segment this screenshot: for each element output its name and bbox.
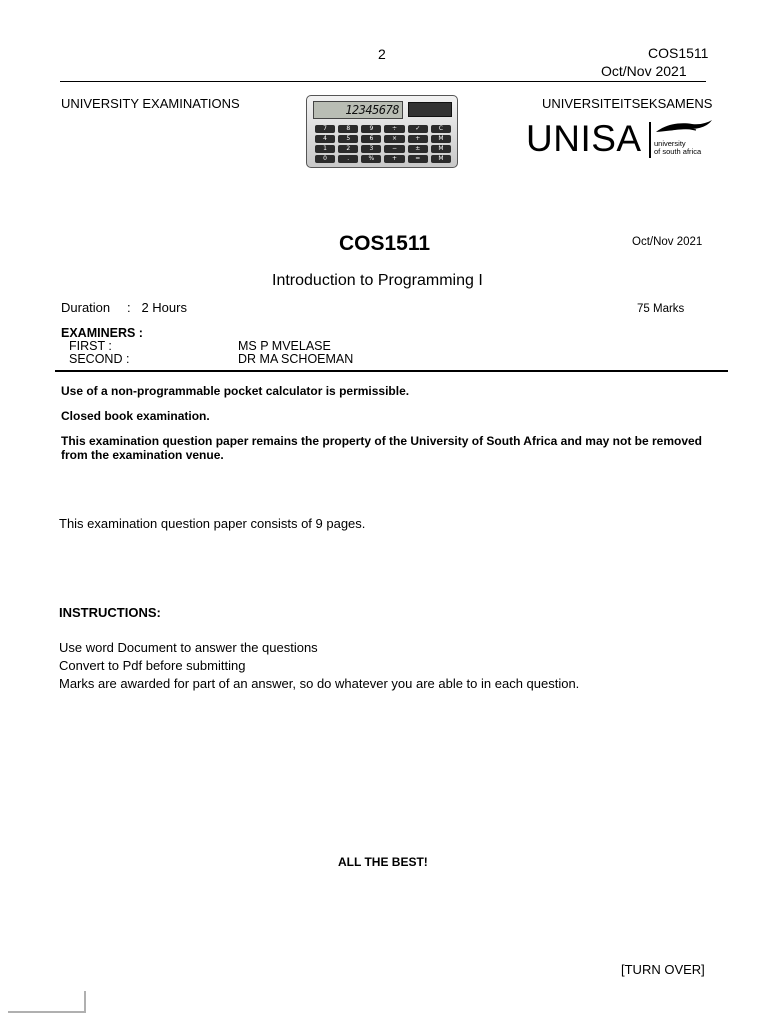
calculator-solar-panel xyxy=(408,102,452,117)
duration-label: Duration xyxy=(61,300,111,315)
calculator-keypad: 7 8 9 ÷ ✓ C 4 5 6 × + M 1 2 3 − ± M 0 . % + = M xyxy=(315,125,451,163)
calculator-display: 12345678 xyxy=(313,101,403,119)
instruction-item: Convert to Pdf before submitting xyxy=(59,658,246,673)
total-marks: 75 Marks xyxy=(637,303,685,315)
header-date: Oct/Nov 2021 xyxy=(601,63,687,79)
rule-closed-book: Closed book examination. xyxy=(61,409,210,423)
page-corner-mark xyxy=(8,991,86,1013)
title-divider xyxy=(55,370,728,372)
instructions-heading: INSTRUCTIONS: xyxy=(59,605,161,620)
page-number: 2 xyxy=(378,46,386,62)
university-examinations-label: UNIVERSITY EXAMINATIONS xyxy=(61,96,240,111)
course-title: Introduction to Programming I xyxy=(272,272,483,289)
unisa-logo-word: UNISA xyxy=(526,118,642,159)
header-course-code: COS1511 xyxy=(648,45,709,61)
first-examiner-name: MS P MVELASE xyxy=(238,339,331,353)
examiners-label: EXAMINERS : xyxy=(61,326,143,340)
second-examiner-name: DR MA SCHOEMAN xyxy=(238,352,354,366)
second-examiner-label: SECOND : xyxy=(69,352,130,366)
calculator-icon xyxy=(306,95,458,168)
unisa-logo xyxy=(526,118,716,160)
instruction-item: Marks are awarded for part of an answer, so do whatever you are able to in each question. xyxy=(59,676,580,691)
duration-value: : 2 Hours xyxy=(127,300,187,315)
unisa-logo-subtitle: university of south africa xyxy=(654,139,702,156)
course-code-title: COS1511 xyxy=(339,232,431,255)
closing-message: ALL THE BEST! xyxy=(338,855,428,869)
universiteitseksamens-label: UNIVERSITEITSEKSAMENS xyxy=(542,96,713,111)
rule-property: This examination question paper remains the property of the University of South Africa and may not be removed from the examination venue. xyxy=(61,434,703,462)
turn-over-label: [TURN OVER] xyxy=(621,962,705,977)
header-divider xyxy=(60,81,706,82)
first-examiner-label: FIRST : xyxy=(69,339,112,353)
unisa-bird-icon xyxy=(652,118,714,140)
exam-date: Oct/Nov 2021 xyxy=(632,236,703,248)
page-count-note: This examination question paper consists of 9 pages. xyxy=(59,516,366,531)
unisa-logo-divider xyxy=(649,122,651,158)
instruction-item: Use word Document to answer the questions xyxy=(59,640,318,655)
rule-calculator: Use of a non-programmable pocket calculator is permissible. xyxy=(61,384,410,398)
